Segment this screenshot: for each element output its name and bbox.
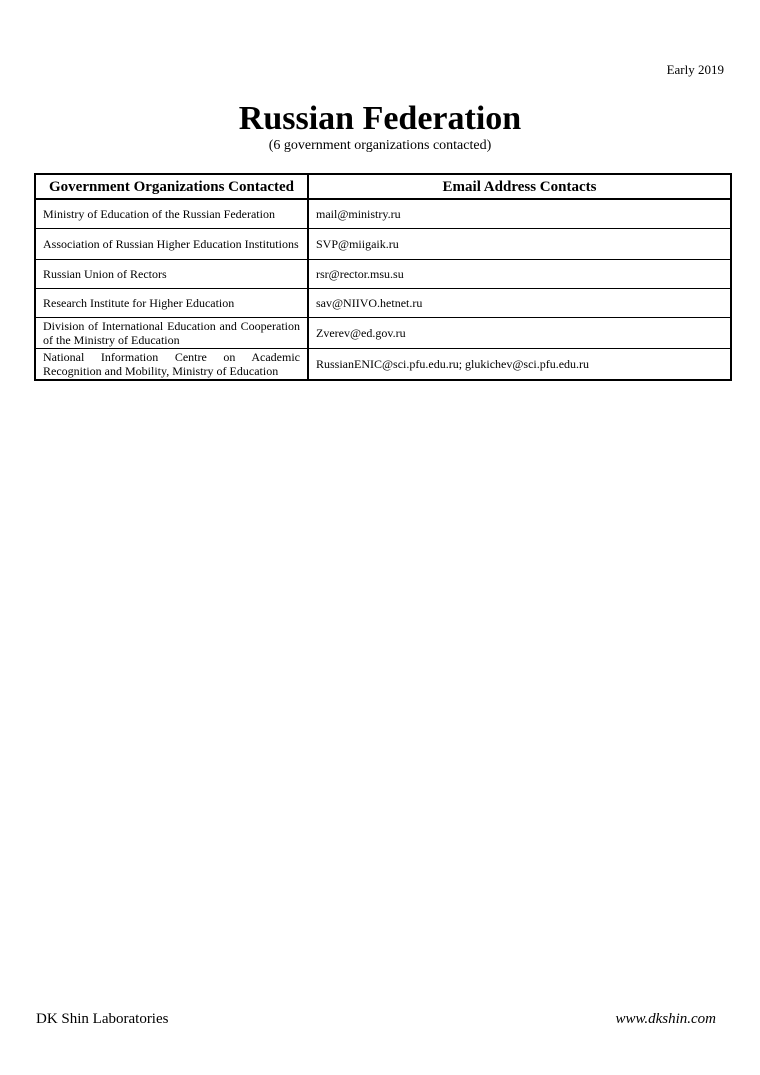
footer-website: www.dkshin.com (615, 1011, 716, 1027)
table-header-row (35, 174, 731, 199)
table-row (35, 289, 731, 318)
organization-cell: Research Institute for Higher Education (35, 289, 308, 318)
email-cell: SVP@miigaik.ru (308, 229, 731, 260)
table-row (35, 199, 731, 229)
contacts-table (34, 173, 732, 381)
organization-cell: National Information Centre on Academic Recognition and Mobility, Ministry of Education (35, 349, 308, 381)
email-cell: rsr@rector.msu.su (308, 260, 731, 289)
column-header-emails: Email Address Contacts (308, 174, 731, 199)
page-subtitle: (6 government organizations contacted) (268, 138, 492, 153)
email-cell: RussianENIC@sci.pfu.edu.ru; glukichev@sci.pfu.edu.ru (308, 349, 731, 381)
organization-cell: Association of Russian Higher Education Institutions (35, 229, 308, 260)
footer-organization: DK Shin Laboratories (36, 1011, 169, 1027)
email-cell: mail@ministry.ru (308, 199, 731, 229)
email-cell: Zverev@ed.gov.ru (308, 318, 731, 349)
table-row (35, 260, 731, 289)
table-row (35, 349, 731, 381)
organization-cell: Russian Union of Rectors (35, 260, 308, 289)
column-header-organizations: Government Organizations Contacted (35, 174, 308, 199)
email-cell: sav@NIIVO.hetnet.ru (308, 289, 731, 318)
organization-cell: Ministry of Education of the Russian Federation (35, 199, 308, 229)
document-date: Early 2019 (666, 62, 724, 77)
table-row (35, 318, 731, 349)
page-title: Russian Federation (238, 100, 522, 137)
table-row (35, 229, 731, 260)
organization-cell: Division of International Education and Cooperation of the Ministry of Education (35, 318, 308, 349)
